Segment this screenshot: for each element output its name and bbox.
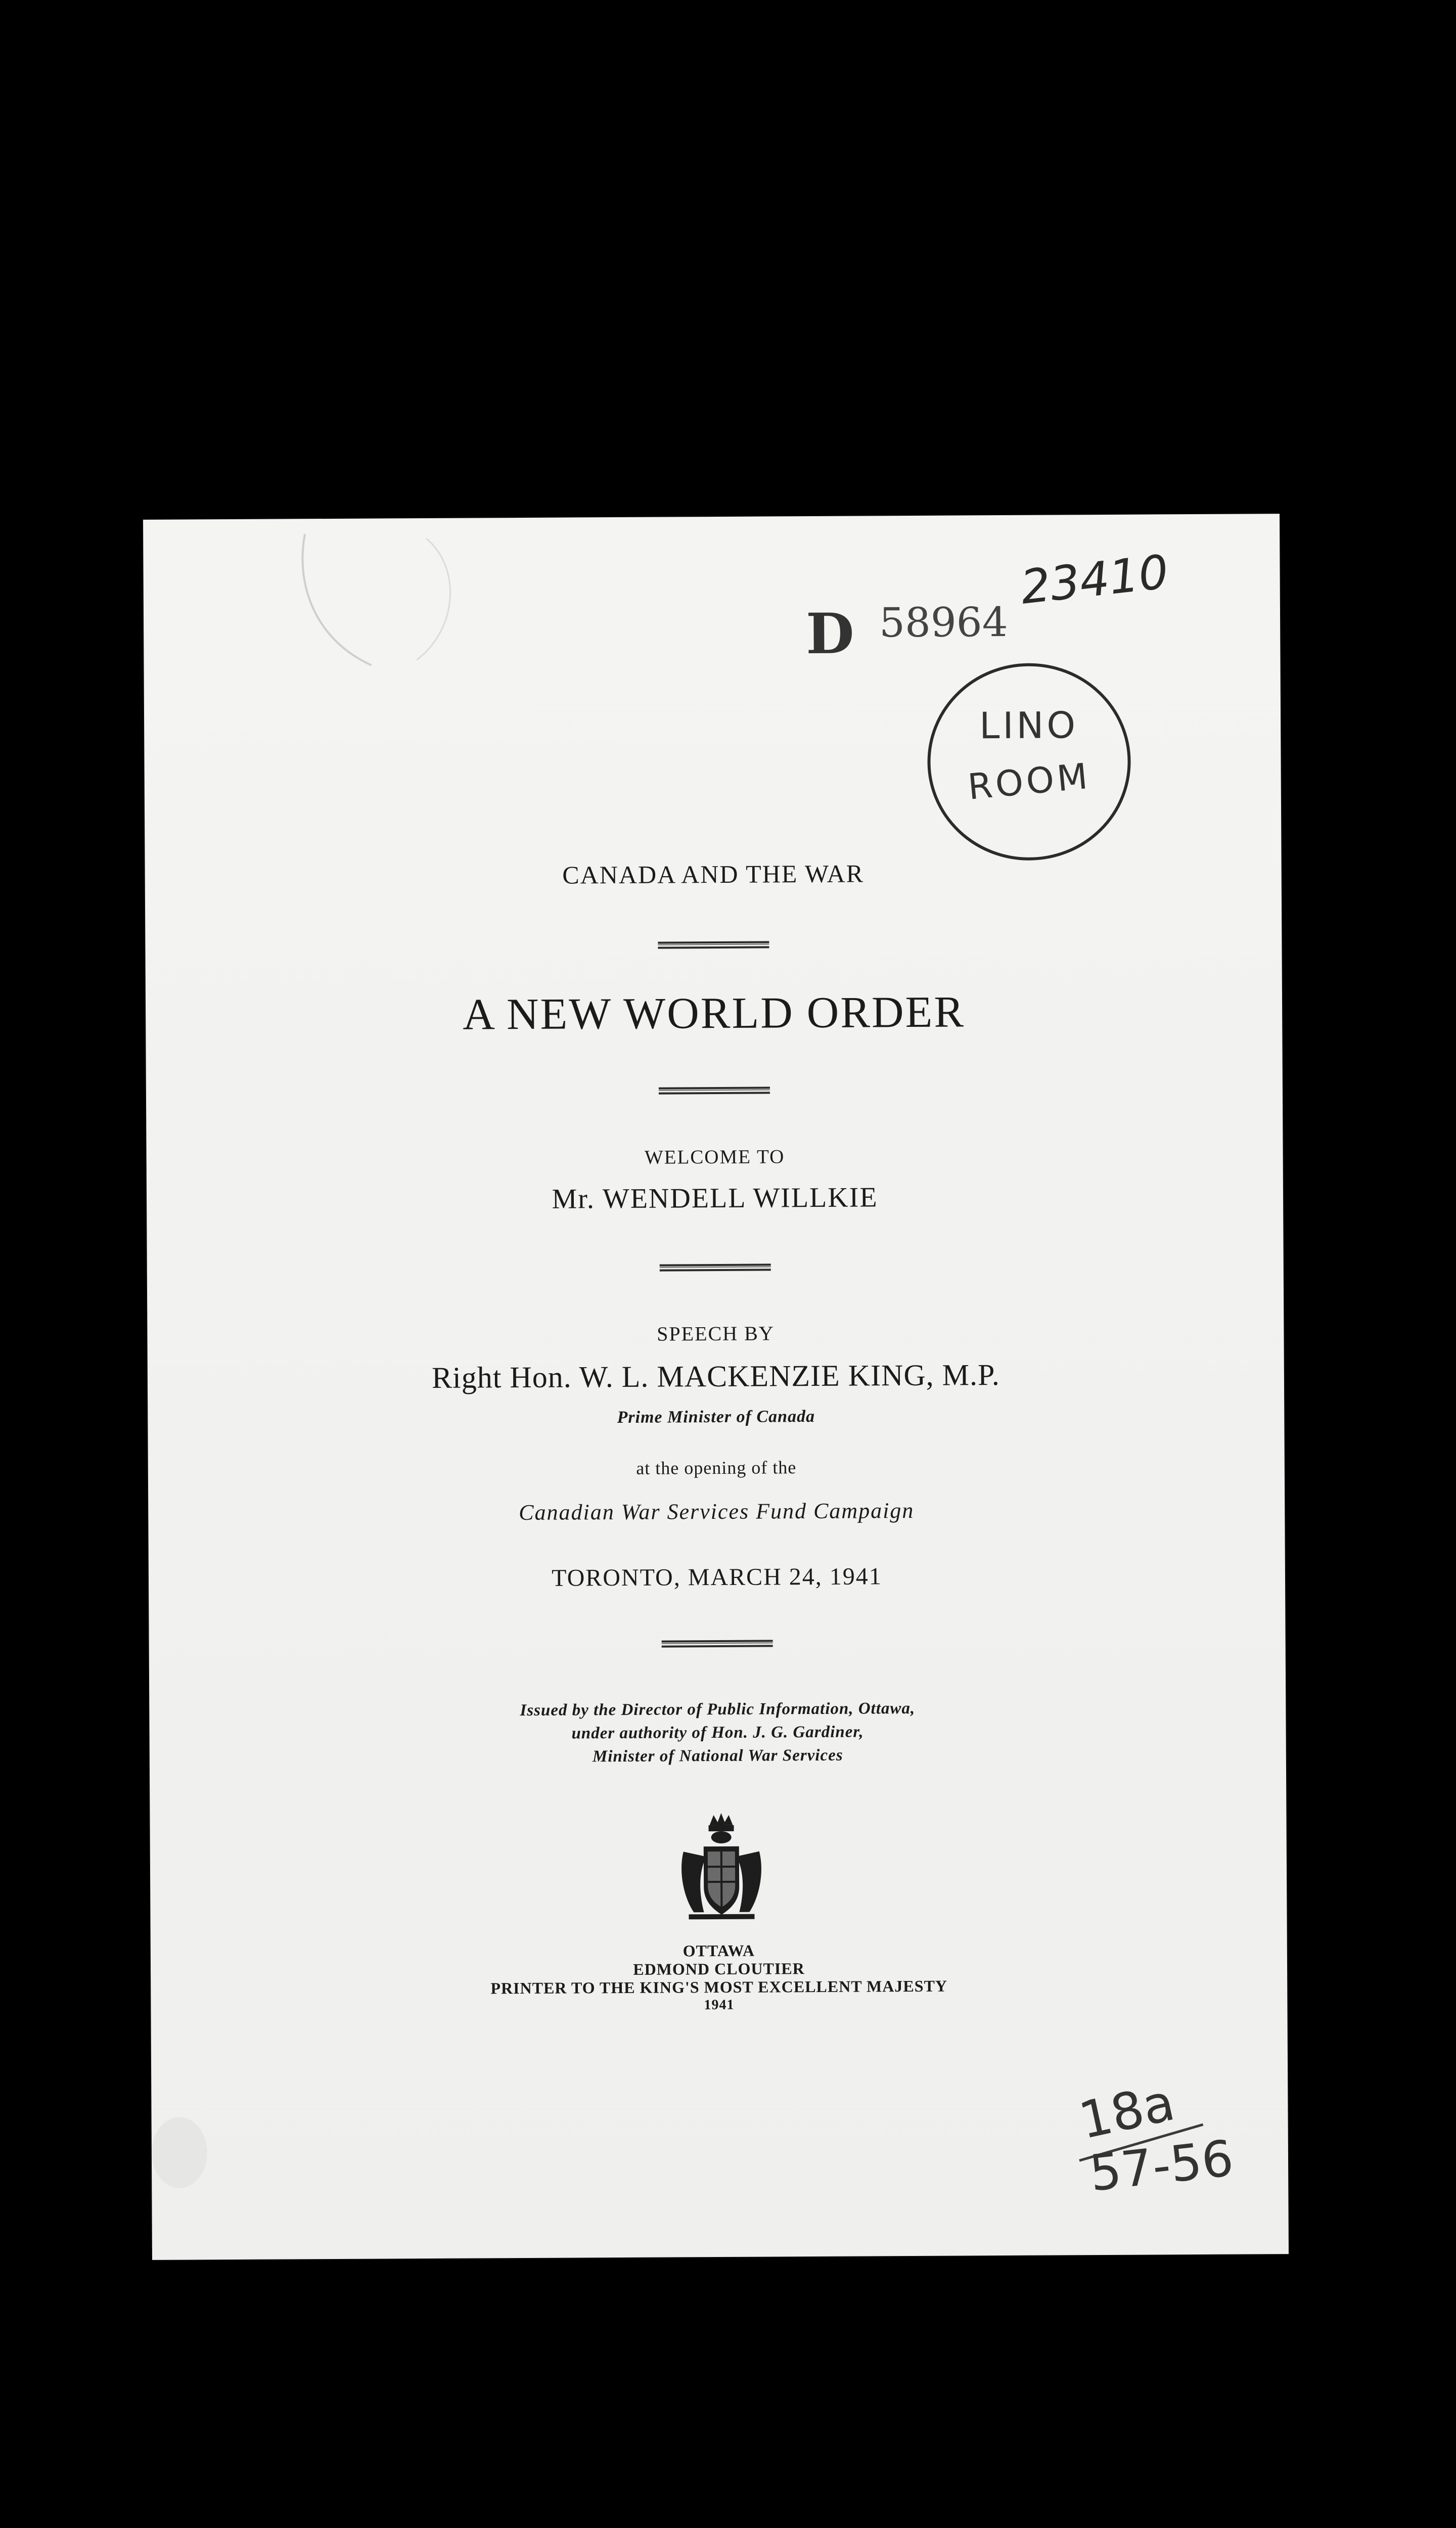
coat-of-arms-icon [678,1811,764,1923]
paper-blemish [152,2117,208,2188]
divider-rule [659,1087,770,1094]
welcome-label: WELCOME TO [644,1146,785,1168]
imprint-printer-title: PRINTER TO THE KING'S MOST EXCELLENT MAJESTY [490,1976,948,1998]
stamp-text-room: ROOM [966,755,1093,808]
issued-line: under authority of Hon. J. G. Gardiner, [571,1723,864,1743]
imprint-printer: EDMOND CLOUTIER [633,1959,805,1978]
main-title: A NEW WORLD ORDER [463,987,966,1040]
place-date: TORONTO, MARCH 24, 1941 [552,1563,882,1592]
series-title: CANADA AND THE WAR [562,859,864,889]
lino-room-stamp [922,654,1135,868]
guest-name: Mr. WENDELL WILLKIE [552,1182,878,1215]
issued-statement [149,1695,1286,1771]
imprint-city: OTTAWA [682,1941,755,1960]
stamp-text-lino: LINO [979,704,1079,747]
speech-by-label: SPEECH BY [657,1322,775,1345]
handwritten-number: 23410 [1018,545,1171,615]
speaker-title: Prime Minister of Canada [617,1407,815,1427]
stamp-number: 58964 [879,598,1008,647]
corner-note-line2: 57-56 [1086,2130,1237,2203]
occasion-intro: at the opening of the [636,1457,797,1478]
imprint-year: 1941 [704,1997,735,2013]
speaker-name: Right Hon. W. L. MACKENZIE KING, M.P. [431,1358,1000,1394]
divider-rule [658,941,769,949]
fold-mark [295,528,468,681]
issued-line: Minister of National War Services [592,1746,843,1766]
campaign-name: Canadian War Services Fund Campaign [519,1498,915,1525]
corner-note-line1: 18a [1074,2072,1180,2151]
document-page [143,514,1289,2260]
printer-imprint [151,1938,1288,2017]
divider-rule [660,1263,771,1271]
divider-rule [662,1640,773,1647]
stamp-letter: D [805,601,854,667]
issued-line: Issued by the Director of Public Information, Ottawa, [520,1699,916,1720]
